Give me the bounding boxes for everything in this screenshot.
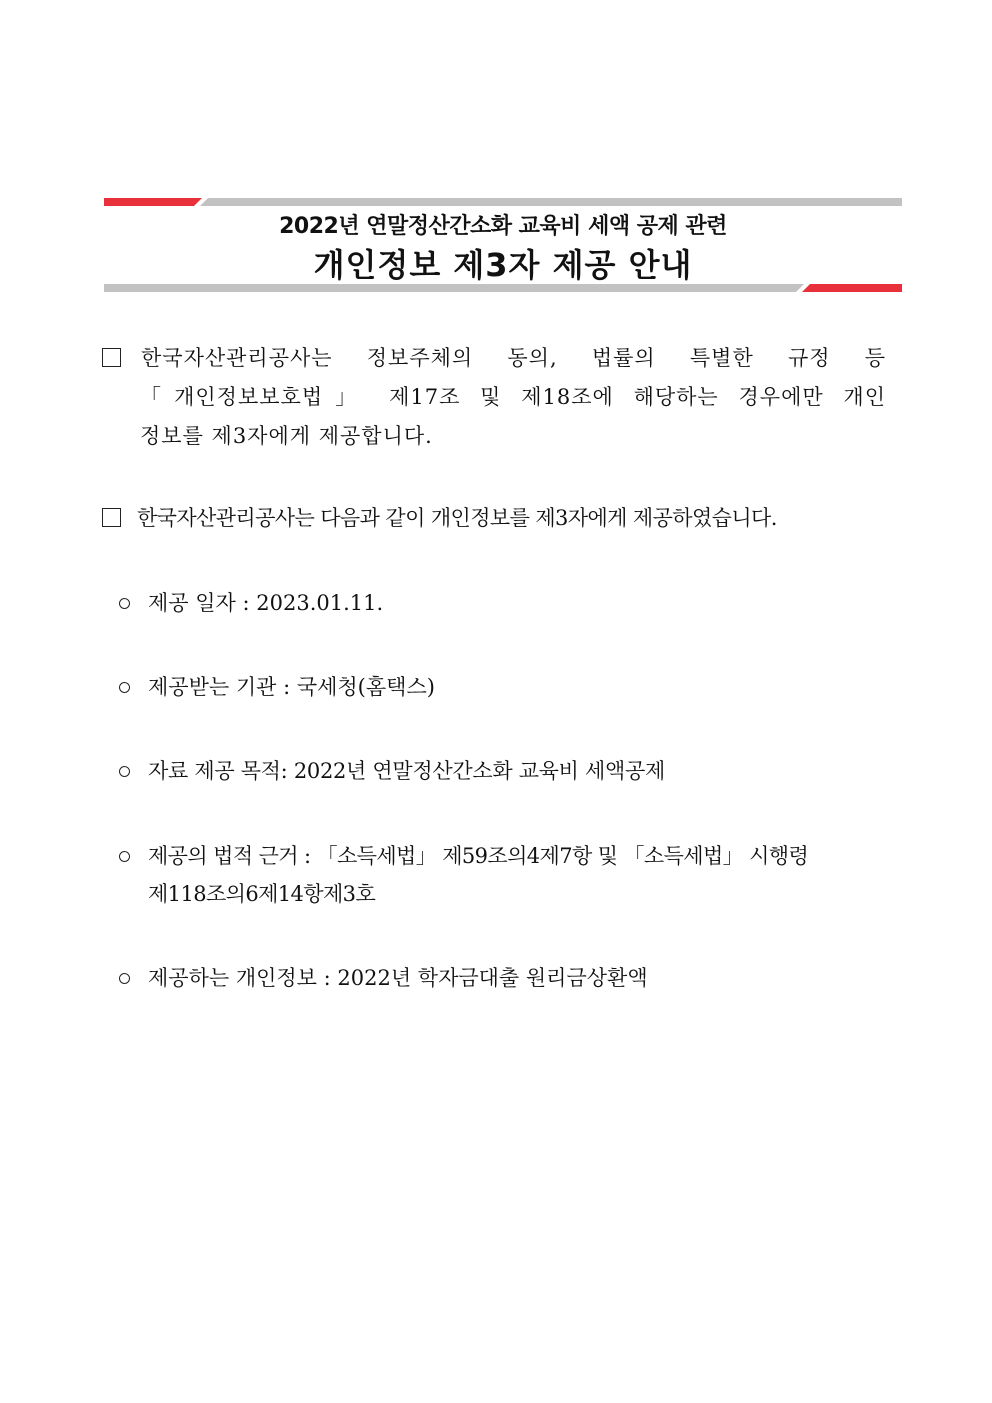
document-subtitle: 2022년 연말정산간소화 교육비 세액 공제 관련 (279, 214, 727, 239)
paragraph-1-line-2-text: 「개인정보보호법」 제17조 및 제18조에 해당하는 경우에만 개인 (140, 385, 886, 409)
top-bar-gray-segment (200, 198, 902, 206)
title-block (104, 196, 902, 294)
paragraph-1-line-2 (102, 378, 886, 417)
paragraph-1-line-3 (102, 417, 886, 456)
checkbox-icon (102, 348, 121, 367)
paragraph-2-line-1-text: 한국자산관리공사는 다음과 같이 개인정보를 제3자에게 제공하였습니다. (137, 506, 777, 530)
circle-bullet-icon (117, 669, 131, 705)
detail-item-date-text: 제공 일자 : 2023.01.11. (148, 591, 384, 615)
circle-bullet-icon (117, 960, 131, 996)
paragraph-1-line-3-text: 정보를 제3자에게 제공합니다. (140, 424, 433, 448)
paragraph-2-line-1 (102, 499, 892, 538)
circle-bullet-icon (117, 753, 131, 789)
detail-item-legal-basis-line-1: 제공의 법적 근거 : 「소득세법」 제59조의4제7항 및 「소득세법」 시행령 (148, 844, 809, 868)
top-bar-red-segment (104, 198, 202, 206)
notice-paragraph-1 (102, 339, 886, 456)
detail-item-recipient-text: 제공받는 기관 : 국세청(홈택스) (148, 675, 435, 699)
paragraph-1-line-1-text: 한국자산관리공사는 정보주체의 동의, 법률의 특별한 규정 등 (141, 346, 886, 370)
document-title: 개인정보 제3자 제공 안내 (313, 246, 693, 284)
checkbox-icon (102, 508, 121, 527)
paragraph-1-line-1 (102, 339, 886, 378)
title-top-bar (104, 196, 902, 208)
circle-bullet-icon (117, 838, 131, 874)
circle-bullet-icon (117, 585, 131, 621)
detail-item-personal-info-text: 제공하는 개인정보 : 2022년 학자금대출 원리금상환액 (148, 966, 648, 990)
bottom-bar-red-segment (802, 284, 902, 292)
detail-item-purpose-text: 자료 제공 목적: 2022년 연말정산간소화 교육비 세액공제 (148, 759, 665, 783)
bottom-bar-gray-segment (104, 284, 804, 292)
detail-item-legal-basis-line-2: 제118조의6제14항제3호 (148, 882, 376, 906)
notice-paragraph-2 (102, 499, 892, 538)
title-bottom-bar (104, 282, 902, 294)
